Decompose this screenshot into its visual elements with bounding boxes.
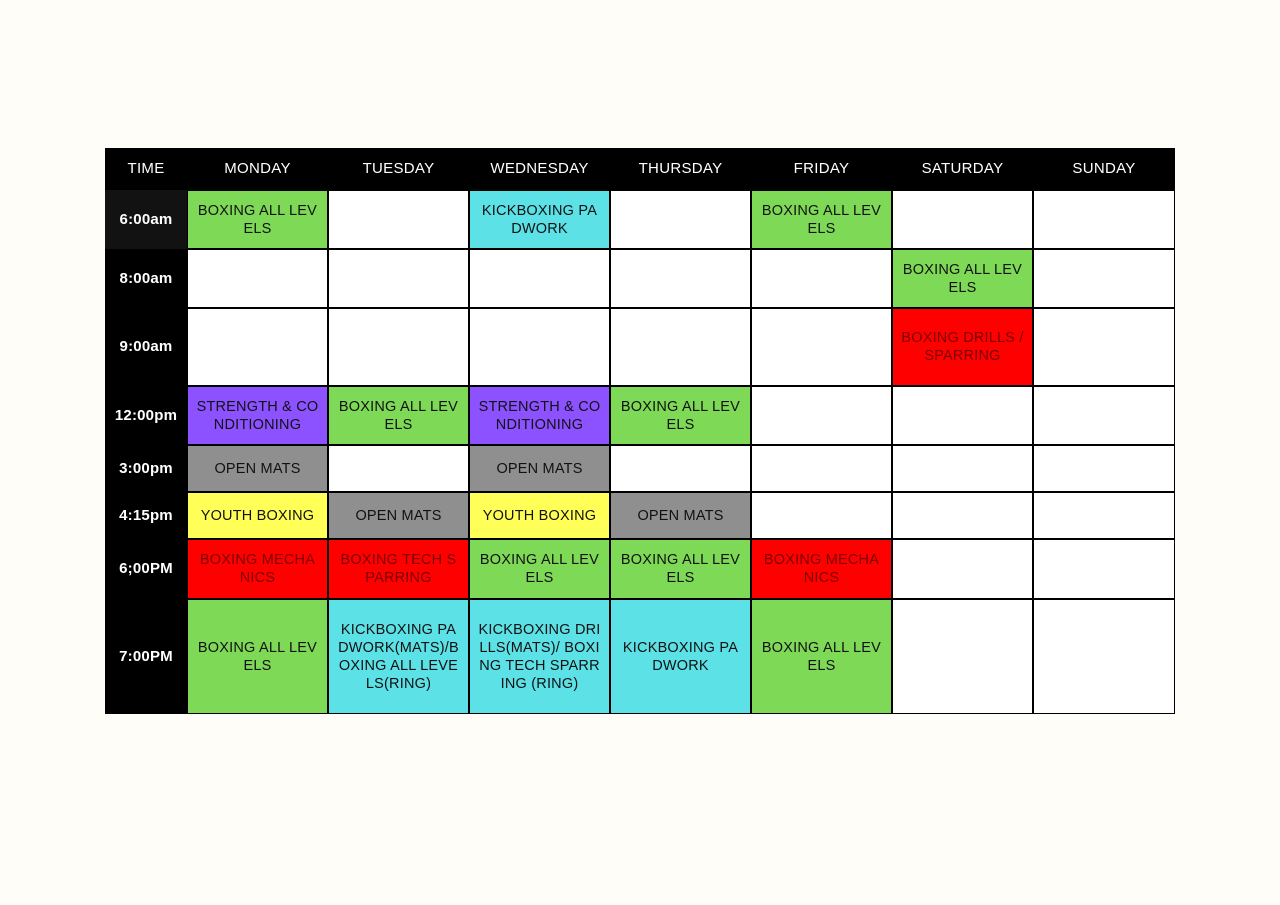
class-cell: BOXING ALL LEVELS [893, 250, 1032, 307]
day-header-thursday: THURSDAY [638, 160, 723, 177]
empty-slot [1034, 600, 1174, 713]
empty-slot [752, 250, 891, 307]
empty-slot [1034, 540, 1174, 598]
class-cell: OPEN MATS [188, 446, 327, 491]
empty-slot [611, 250, 750, 307]
empty-slot [893, 191, 1032, 248]
empty-slot [611, 191, 750, 248]
empty-slot [893, 600, 1032, 713]
time-slot-label: 8:00am [119, 269, 173, 287]
class-cell: KICKBOXING DRILLS(MATS)/ BOXING TECH SPARRING (RING) [470, 600, 609, 713]
class-cell: BOXING ALL LEVELS [611, 387, 750, 444]
class-schedule-table [105, 148, 1175, 714]
class-cell: BOXING ALL LEVELS [188, 191, 327, 248]
empty-slot [188, 250, 327, 307]
empty-slot [893, 387, 1032, 444]
class-cell: BOXING ALL LEVELS [329, 387, 468, 444]
empty-slot [470, 250, 609, 307]
time-slot-label: 7:00PM [119, 647, 173, 665]
empty-slot [1034, 250, 1174, 307]
class-cell: BOXING MECHANICS [752, 540, 891, 598]
class-cell: BOXING ALL LEVELS [188, 600, 327, 713]
day-header-saturday: SATURDAY [921, 160, 1004, 177]
empty-slot [188, 309, 327, 385]
class-cell: BOXING TECH SPARRING [329, 540, 468, 598]
class-cell: BOXING ALL LEVELS [470, 540, 609, 598]
empty-slot [329, 250, 468, 307]
class-cell: BOXING DRILLS / SPARRING [893, 309, 1032, 385]
class-cell: YOUTH BOXING [470, 493, 609, 538]
day-header-tuesday: TUESDAY [362, 160, 435, 177]
time-slot-label: 6;00PM [119, 560, 173, 577]
time-column-header: TIME [127, 160, 165, 177]
day-header-friday: FRIDAY [793, 160, 850, 177]
class-cell: KICKBOXING PADWORK(MATS)/BOXING ALL LEVELS(RING) [329, 600, 468, 713]
class-cell: OPEN MATS [611, 493, 750, 538]
empty-slot [470, 309, 609, 385]
day-header-wednesday: WEDNESDAY [490, 160, 589, 177]
time-slot-label: 3:00pm [119, 459, 173, 477]
class-cell: BOXING MECHANICS [188, 540, 327, 598]
empty-slot [611, 309, 750, 385]
day-header-monday: MONDAY [224, 160, 291, 177]
empty-slot [752, 387, 891, 444]
empty-slot [752, 493, 891, 538]
empty-slot [329, 309, 468, 385]
empty-slot [752, 446, 891, 491]
empty-slot [893, 493, 1032, 538]
empty-slot [1034, 387, 1174, 444]
class-cell: BOXING ALL LEVELS [752, 191, 891, 248]
class-cell: STRENGTH & CONDITIONING [470, 387, 609, 444]
empty-slot [1034, 309, 1174, 385]
empty-slot [1034, 446, 1174, 491]
class-cell: BOXING ALL LEVELS [752, 600, 891, 713]
time-slot-label: 12:00pm [114, 406, 178, 424]
class-cell: KICKBOXING PADWORK [470, 191, 609, 248]
time-slot-label: 4:15pm [119, 506, 173, 524]
empty-slot [752, 309, 891, 385]
empty-slot [611, 446, 750, 491]
class-cell: OPEN MATS [329, 493, 468, 538]
class-cell: YOUTH BOXING [188, 493, 327, 538]
empty-slot [329, 191, 468, 248]
empty-slot [1034, 191, 1174, 248]
empty-slot [329, 446, 468, 491]
empty-slot [893, 446, 1032, 491]
day-header-sunday: SUNDAY [1072, 160, 1136, 177]
class-cell: OPEN MATS [470, 446, 609, 491]
empty-slot [1034, 493, 1174, 538]
time-slot-label: 9:00am [119, 338, 173, 355]
class-cell: BOXING ALL LEVELS [611, 540, 750, 598]
class-cell: STRENGTH & CONDITIONING [188, 387, 327, 444]
class-cell: KICKBOXING PADWORK [611, 600, 750, 713]
time-slot-label: 6:00am [105, 190, 187, 249]
empty-slot [893, 540, 1032, 598]
